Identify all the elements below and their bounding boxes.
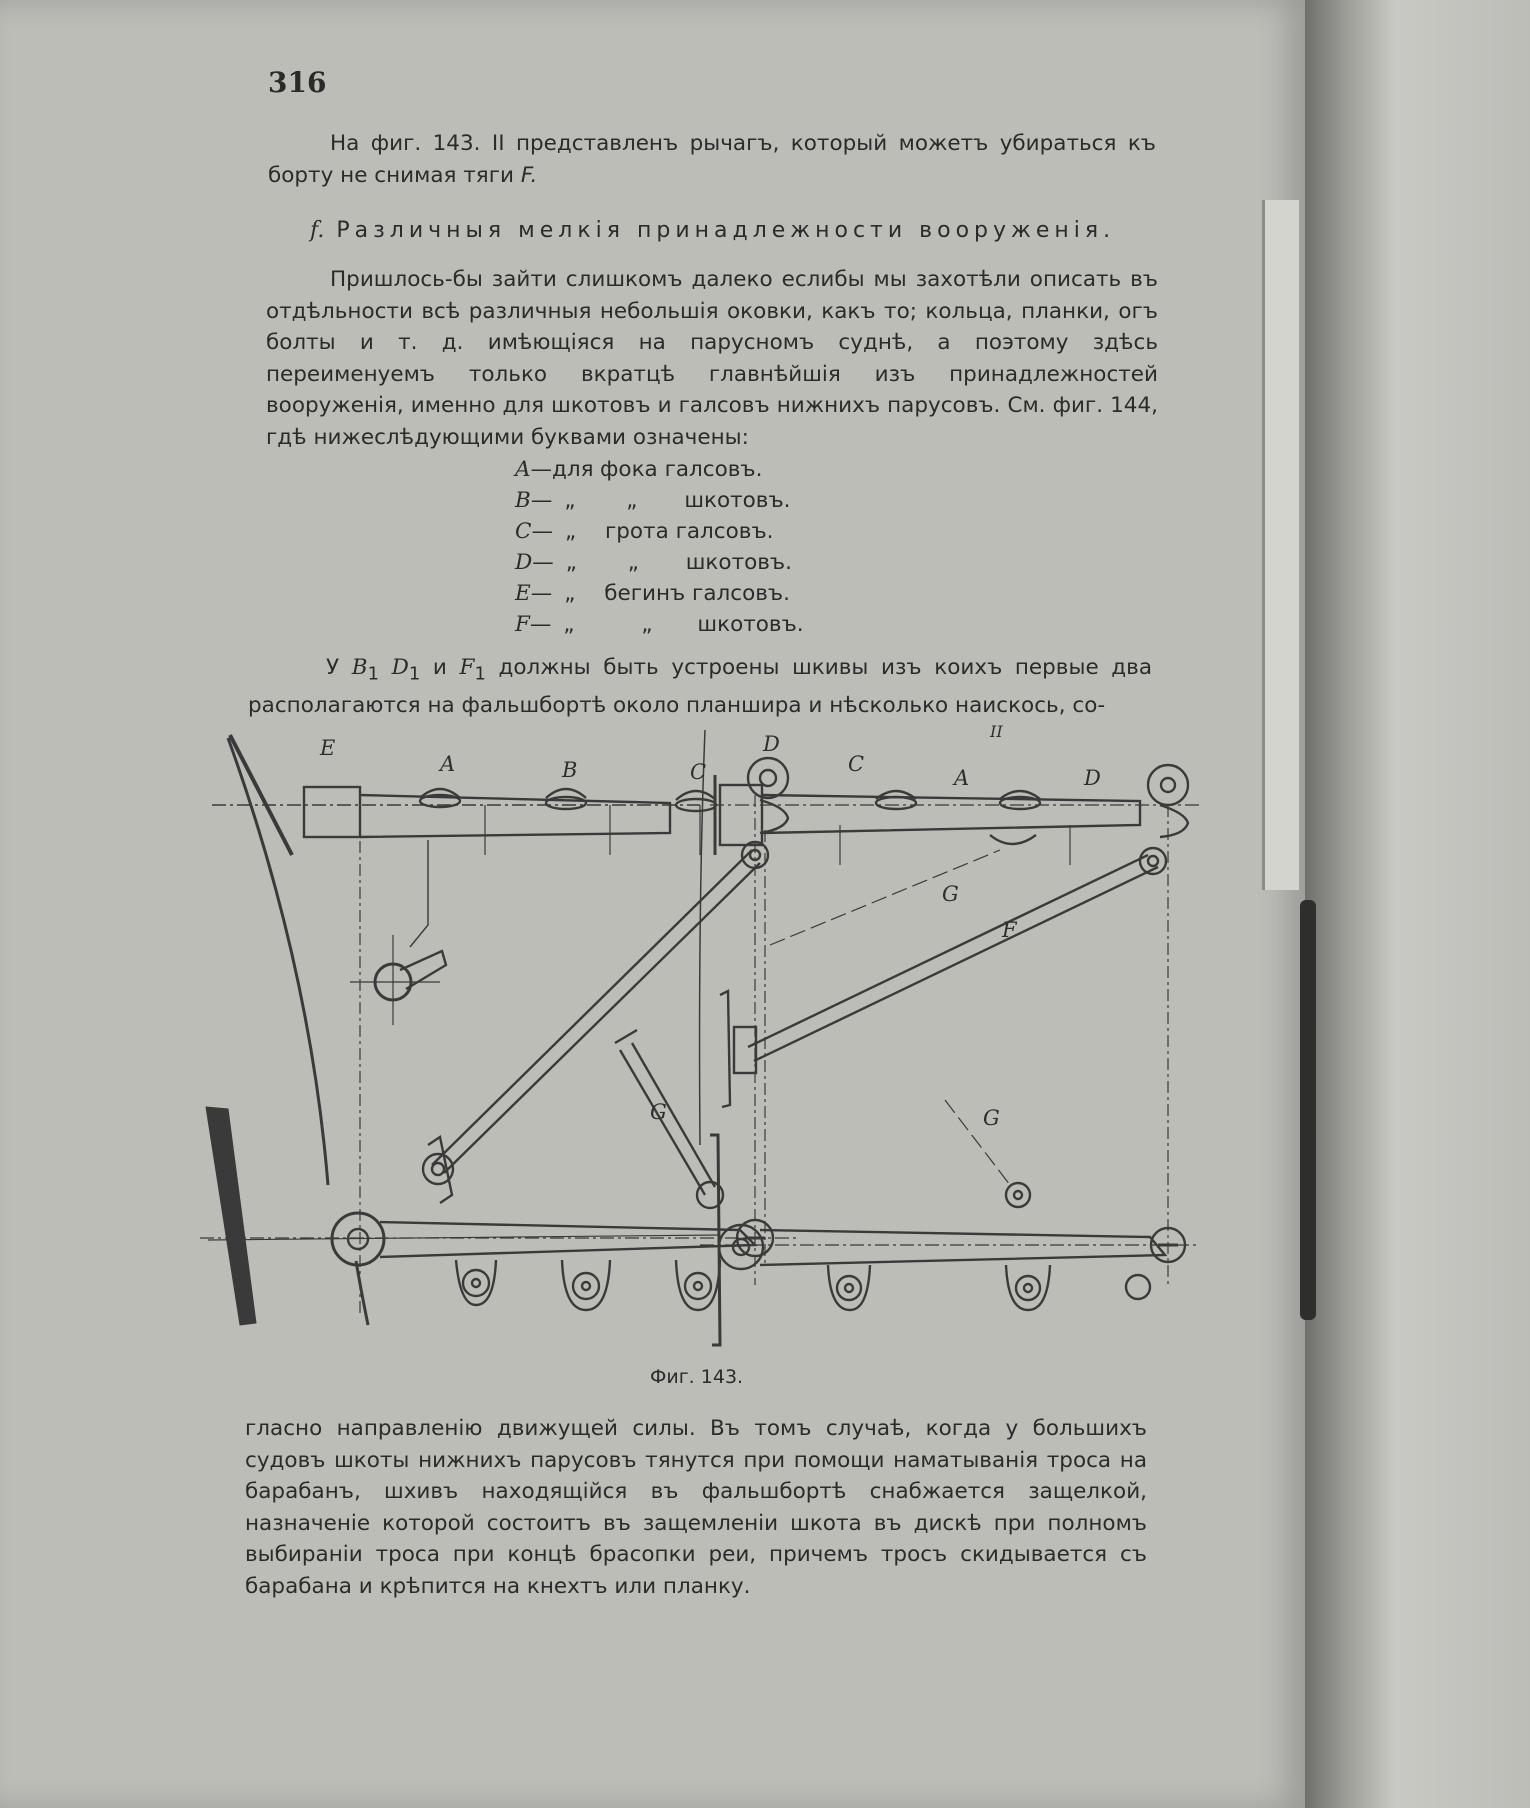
legend-text: бегинъ галсовъ.	[604, 581, 790, 606]
legend-dash: —	[530, 488, 553, 513]
legend-dash: —	[529, 612, 552, 637]
book-gutter	[1305, 0, 1530, 1808]
paper-strip	[1262, 200, 1299, 890]
legend-letter: B	[515, 488, 531, 513]
figure-caption: Фиг. 143.	[650, 1366, 744, 1388]
legend-item	[515, 485, 804, 516]
p3-and: и	[432, 655, 447, 680]
fig-label: B	[562, 758, 578, 782]
fig-label: C	[690, 760, 707, 784]
paragraph-3	[248, 652, 1152, 721]
legend-letter: D	[515, 550, 533, 575]
p3-sub: 1	[367, 663, 379, 685]
legend-text: шкотовъ.	[697, 612, 804, 637]
section-heading	[310, 218, 1170, 243]
paragraph-1-text: На фиг. 143. II представленъ рычагъ, который можетъ убираться къ борту не снимая тяги	[268, 131, 1156, 188]
section-title: Различныя мелкія принадлежности вооруженія.	[336, 218, 1116, 243]
p3-sub: 1	[408, 663, 421, 685]
p3-var-f: F	[459, 655, 475, 680]
legend-letter: F	[515, 612, 530, 637]
legend-text: фока галсовъ.	[600, 457, 763, 482]
section-letter: f.	[310, 218, 325, 243]
paragraph-1	[268, 128, 1156, 191]
fig-label: D	[1084, 766, 1101, 790]
fig-label: D	[763, 732, 780, 756]
legend-text: шкотовъ.	[684, 488, 791, 513]
fig-label: E	[320, 736, 336, 760]
p3-sub: 1	[474, 663, 486, 685]
fig-label: G	[983, 1106, 1000, 1130]
legend-letter: A	[515, 457, 531, 482]
legend-item	[515, 454, 804, 485]
paragraph-1-var: F.	[520, 162, 538, 188]
fig-label: A	[440, 752, 456, 776]
legend-text: шкотовъ.	[685, 550, 792, 575]
fig-label: A	[954, 766, 970, 790]
figure-drawing	[200, 725, 1200, 1355]
legend-mark: „ „	[564, 488, 660, 513]
page-number: 316	[268, 66, 327, 99]
p3-prefix: У	[326, 655, 340, 680]
legend-dash: —	[531, 519, 553, 544]
legend-item	[515, 516, 804, 547]
legend-item	[515, 609, 804, 640]
legend-mark: „	[564, 581, 576, 606]
fig-label: C	[848, 752, 865, 776]
fig-label: G	[942, 882, 959, 906]
p3-rest: должны быть устроены шкивы изъ коихъ первые два располагаются на фальшбортѣ около планшира и нѣсколько наискось, со-	[248, 655, 1153, 718]
legend-mark: „ „	[563, 612, 683, 637]
fig-label: II	[990, 725, 1003, 741]
legend-dash: —	[530, 457, 553, 482]
legend-list	[515, 454, 804, 640]
legend-mark: „ „	[565, 550, 661, 575]
paragraph-2: Пришлось-бы зайти слишкомъ далеко еслибы мы захотѣли описать въ отдѣльности всѣ различныя небольшія оковки, какъ то; кольца, планки, огъ болты и т. д. имѣющіяся на парусномъ суднѣ, а поэтому здѣсь переименуемъ только вкратцѣ главнѣйшія изъ принадлежностей вооруженія, именно для шкотовъ и галсовъ нижнихъ парусовъ. См. фиг. 144, гдѣ нижеслѣдующими буквами означены:	[266, 267, 1158, 450]
legend-mark: „	[564, 519, 577, 544]
legend-mark: для	[552, 457, 594, 482]
fig-label: F	[1002, 918, 1017, 942]
paragraph-4: гласно направленію движущей силы. Въ томъ случаѣ, когда у большихъ судовъ шкоты нижнихъ парусовъ тянутся при помощи наматыванія троса на барабанъ, шхивъ находящійся въ фальшбортѣ снабжается защелкой, назначеніе которой состоитъ въ защемленіи шкота въ дискѣ при полномъ выбираніи троса при концѣ брасопки реи, причемъ тросъ скидывается съ барабана и крѣпится на кнехтъ или планку.	[245, 1416, 1147, 1599]
legend-text: грота галсовъ.	[604, 519, 774, 544]
legend-dash: —	[532, 550, 554, 575]
legend-dash: —	[530, 581, 553, 606]
p3-var-b: B	[351, 655, 368, 680]
legend-item	[515, 578, 804, 609]
legend-letter: E	[515, 581, 531, 606]
p3-var-d: D	[391, 655, 409, 680]
figure-143	[200, 725, 1200, 1359]
torn-edge	[1300, 900, 1316, 1320]
fig-label: G	[650, 1100, 667, 1124]
legend-letter: C	[515, 519, 532, 544]
legend-item	[515, 547, 804, 578]
